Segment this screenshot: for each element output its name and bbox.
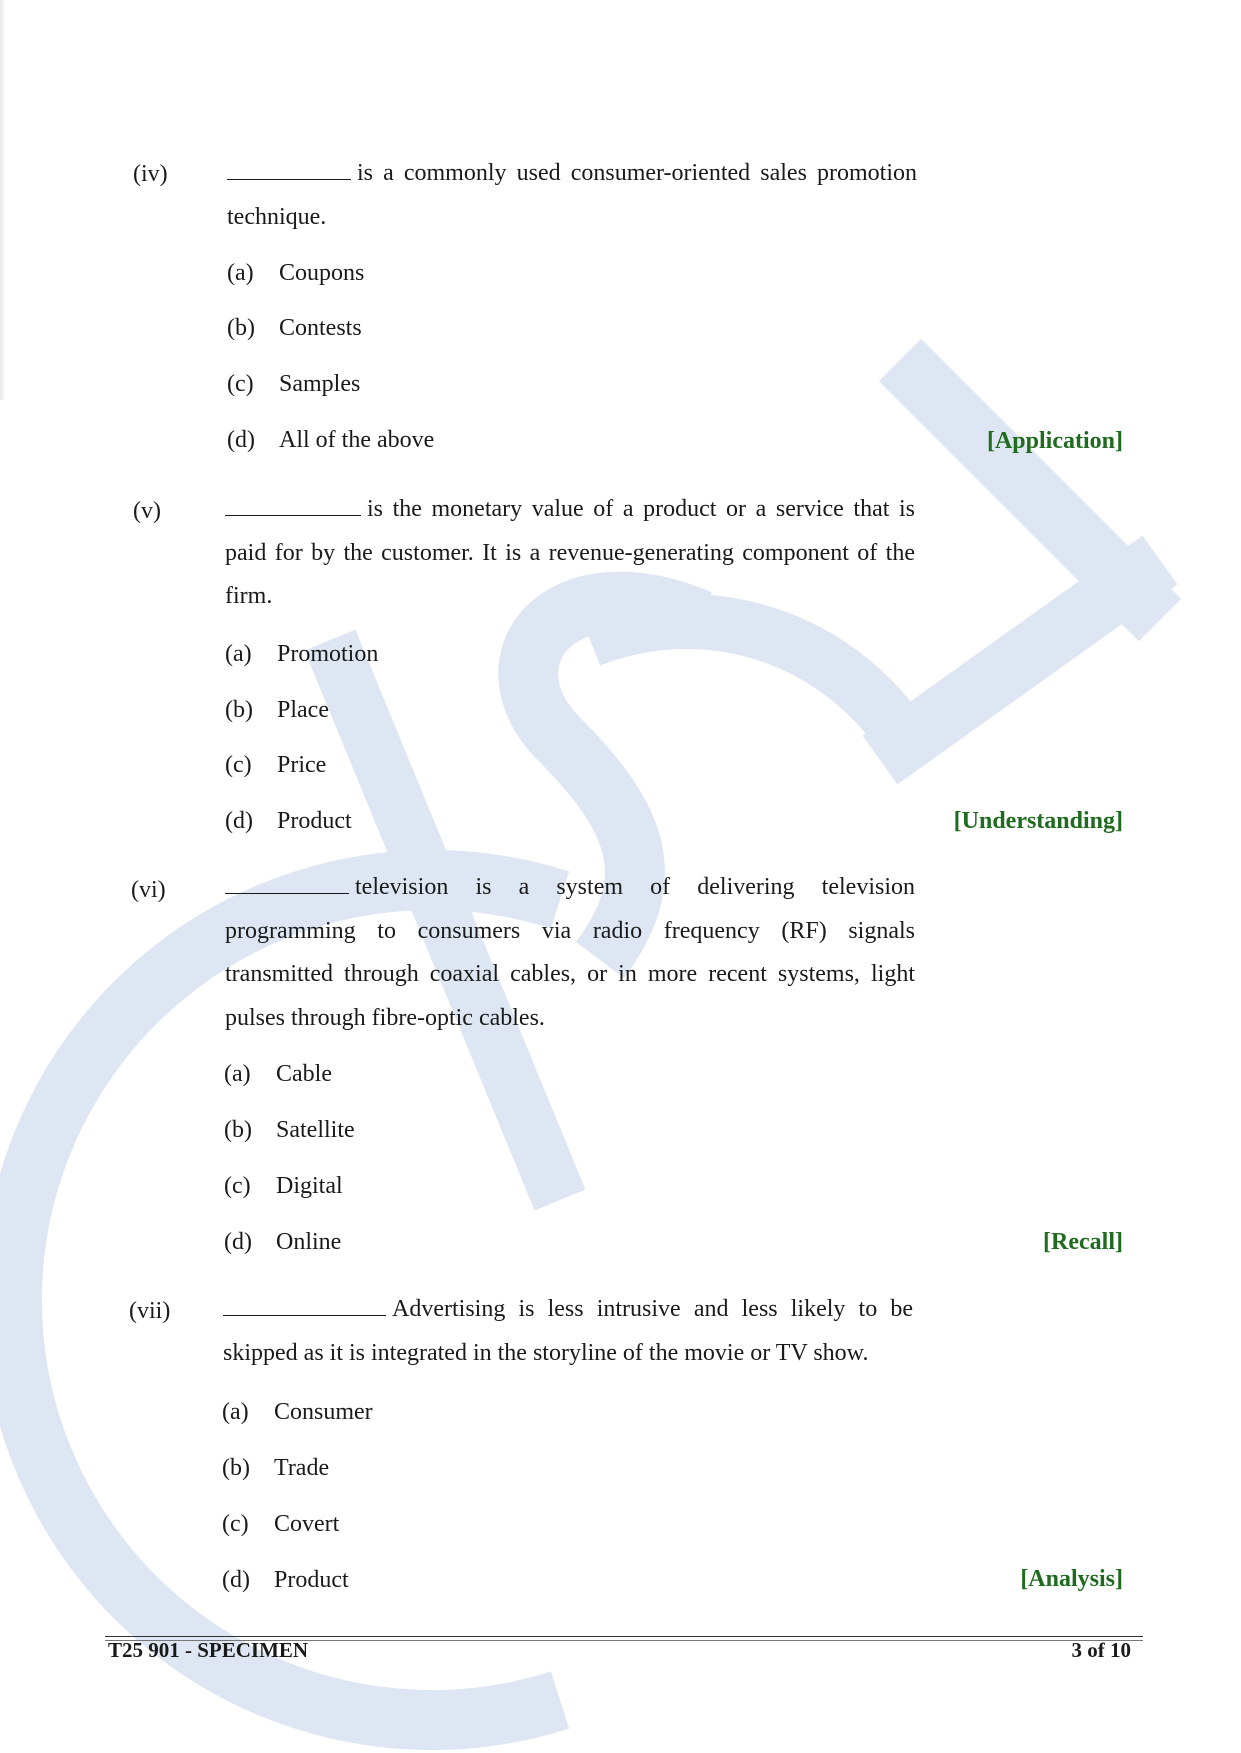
option-label: (b) xyxy=(227,315,255,341)
cognitive-level-tag: [Recall] xyxy=(1043,1229,1123,1255)
option-item xyxy=(224,1228,341,1256)
answer-blank xyxy=(223,1295,386,1316)
option-text: Satellite xyxy=(276,1117,355,1143)
question-stem xyxy=(223,1288,913,1375)
option-item xyxy=(225,807,352,835)
option-item xyxy=(227,259,364,287)
option-text: Price xyxy=(277,752,327,778)
option-label: (c) xyxy=(222,1511,249,1537)
option-text: Cable xyxy=(276,1061,332,1087)
option-item xyxy=(225,696,329,724)
page-number: 3 of 10 xyxy=(1071,1638,1131,1662)
option-item xyxy=(224,1060,332,1088)
option-text: Place xyxy=(277,697,329,723)
answer-blank xyxy=(225,873,349,894)
option-item xyxy=(225,640,378,668)
option-label: (b) xyxy=(222,1455,250,1481)
option-text: Online xyxy=(276,1229,342,1255)
option-item xyxy=(227,314,362,342)
cognitive-level-tag: [Analysis] xyxy=(1020,1566,1123,1592)
option-label: (d) xyxy=(227,427,255,453)
question-stem-text: television is a system of delivering television programming to consumers via radio frequency (RF) signals transmitted through coaxial cables, or in more recent systems, light pulses through fibre-optic cables. xyxy=(225,874,915,1031)
question-stem xyxy=(225,488,915,619)
option-label: (a) xyxy=(224,1061,251,1087)
option-label: (b) xyxy=(224,1117,252,1143)
question-stem-text: is a commonly used consumer-oriented sales promotion technique. xyxy=(227,160,917,230)
option-label: (d) xyxy=(224,1229,252,1255)
option-item xyxy=(225,751,326,779)
option-item xyxy=(222,1566,349,1594)
question-number: (vii) xyxy=(129,1298,171,1324)
option-item xyxy=(222,1398,373,1426)
option-item xyxy=(227,426,434,454)
option-item xyxy=(222,1454,329,1482)
option-text: Product xyxy=(274,1567,349,1593)
cognitive-level-tag: [Application] xyxy=(986,428,1123,454)
option-text: Product xyxy=(277,808,352,834)
option-text: Trade xyxy=(274,1455,330,1481)
option-label: (c) xyxy=(225,752,252,778)
option-item xyxy=(222,1510,339,1538)
question-number: (vi) xyxy=(131,877,166,903)
question-stem-text: is the monetary value of a product or a service that is paid for by the customer. It is a revenue-generating component of the firm. xyxy=(225,496,915,609)
option-text: Coupons xyxy=(279,260,365,286)
option-text: Covert xyxy=(274,1511,340,1537)
option-text: All of the above xyxy=(279,427,435,453)
option-text: Digital xyxy=(276,1173,343,1199)
option-label: (a) xyxy=(225,641,252,667)
option-label: (a) xyxy=(227,260,254,286)
answer-blank xyxy=(225,495,361,516)
question-stem xyxy=(227,152,917,239)
scan-edge xyxy=(0,0,6,400)
option-label: (a) xyxy=(222,1399,249,1425)
option-text: Consumer xyxy=(274,1399,373,1425)
option-text: Samples xyxy=(279,371,361,397)
paper-code: T25 901 - SPECIMEN xyxy=(108,1638,309,1662)
option-item xyxy=(224,1116,355,1144)
option-item xyxy=(224,1172,343,1200)
option-label: (b) xyxy=(225,697,253,723)
option-item xyxy=(227,370,360,398)
option-label: (d) xyxy=(225,808,253,834)
question-stem xyxy=(225,866,915,1040)
option-label: (d) xyxy=(222,1567,250,1593)
option-text: Promotion xyxy=(277,641,379,667)
cognitive-level-tag: [Understanding] xyxy=(953,808,1123,834)
option-label: (c) xyxy=(227,371,254,397)
answer-blank xyxy=(227,159,351,180)
option-label: (c) xyxy=(224,1173,251,1199)
question-number: (iv) xyxy=(133,161,168,187)
question-number: (v) xyxy=(133,498,161,524)
question-stem-text: Advertising is less intrusive and less likely to be skipped as it is integrated in the storyline of the movie or TV show. xyxy=(223,1296,913,1366)
option-text: Contests xyxy=(279,315,362,341)
